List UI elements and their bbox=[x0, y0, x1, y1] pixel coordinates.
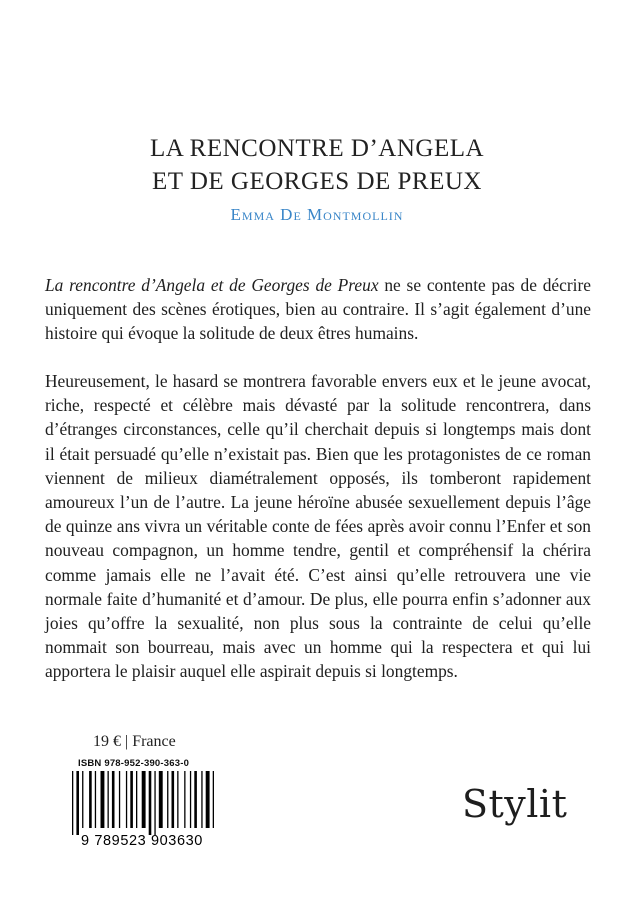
barcode-bar bbox=[213, 771, 214, 828]
barcode-bar bbox=[72, 771, 73, 835]
author-name: Emma De Montmollin bbox=[230, 205, 404, 224]
barcode-bar bbox=[130, 771, 133, 828]
barcode-bar bbox=[119, 771, 120, 828]
barcode-bar bbox=[154, 771, 155, 835]
barcode-bar bbox=[206, 771, 210, 828]
barcode-bar bbox=[201, 771, 202, 828]
barcode-bar bbox=[101, 771, 105, 828]
barcode-bar bbox=[76, 771, 79, 835]
blurb-paragraph-1 bbox=[45, 273, 591, 346]
publisher-logo-text: Stylit bbox=[462, 782, 568, 826]
barcode-bar bbox=[167, 771, 168, 828]
price-label: 19 € | France bbox=[93, 733, 176, 750]
barcode-bar bbox=[136, 771, 137, 828]
barcode-bar bbox=[142, 771, 146, 828]
barcode-bar bbox=[126, 771, 127, 828]
barcode-bar bbox=[177, 771, 178, 828]
barcode-bar bbox=[184, 771, 185, 828]
blurb-paragraph-2-text: Heureusement, le hasard se montrera favorable envers eux et le jeune avocat, riche, respecté et célèbre mais dévasté par la solitude rencontrera, dans d’étranges circonstances, celle qu’il cherchait depuis si longtemps mais dont il était persuadé qu’elle n’existait pas. Bien que les protagonistes de ce roman viennent de milieux diamétralement opposés, ils tomberont rapidement amoureux l’un de l’autre. La jeune héroïne abusée sexuellement depuis l’âge de quinze ans vivra un véritable conte de fées après avoir connu l’Enfer et son nouveau compagnon, un homme tendre, gentil et compréhensif la chérira comme jamais elle ne l’avait été. C’est ainsi qu’elle retrouvera une vie normale faite d’humanité et d’amour. De plus, elle pourra enfin s’adonner aux joies qu’offre la sexualité, non plus sous la contrainte de celui qu’elle nommait son bourreau, mais avec un homme qui la respectera et qui lui apportera le plaisir auquel elle aspirait depuis si longtemps. bbox=[45, 371, 591, 682]
title-block bbox=[0, 132, 634, 225]
isbn-label: ISBN 978-952-390-363-0 bbox=[78, 758, 190, 769]
barcode-bar bbox=[190, 771, 191, 828]
barcode-bar bbox=[194, 771, 197, 828]
barcode-bar bbox=[95, 771, 96, 828]
book-title-line-1: LA RENCONTRE D’ANGELA bbox=[149, 135, 485, 162]
barcode-bar bbox=[172, 771, 175, 828]
barcode-bar bbox=[112, 771, 115, 828]
barcode-icon bbox=[62, 771, 222, 847]
barcode-bar bbox=[89, 771, 92, 828]
publisher-logo bbox=[462, 782, 567, 826]
barcode-digits: 9 789523 903630 bbox=[81, 833, 203, 847]
book-title-italic: La rencontre d’Angela et de Georges de Preux bbox=[45, 275, 379, 295]
book-title-line-2: ET DE GEORGES DE PREUX bbox=[152, 168, 482, 195]
barcode-bar bbox=[149, 771, 152, 835]
barcode-bar bbox=[82, 771, 83, 828]
blurb-paragraph-1-text: ne se contente pas de décrire uniquement des scènes érotiques, bien au contraire. Il s’agit également d’une histoire qui évoque la solitude de deux êtres humains. bbox=[45, 275, 591, 344]
barcode-bar bbox=[108, 771, 109, 828]
barcode-bar bbox=[159, 771, 163, 828]
blurb-paragraph-2 bbox=[45, 369, 591, 684]
